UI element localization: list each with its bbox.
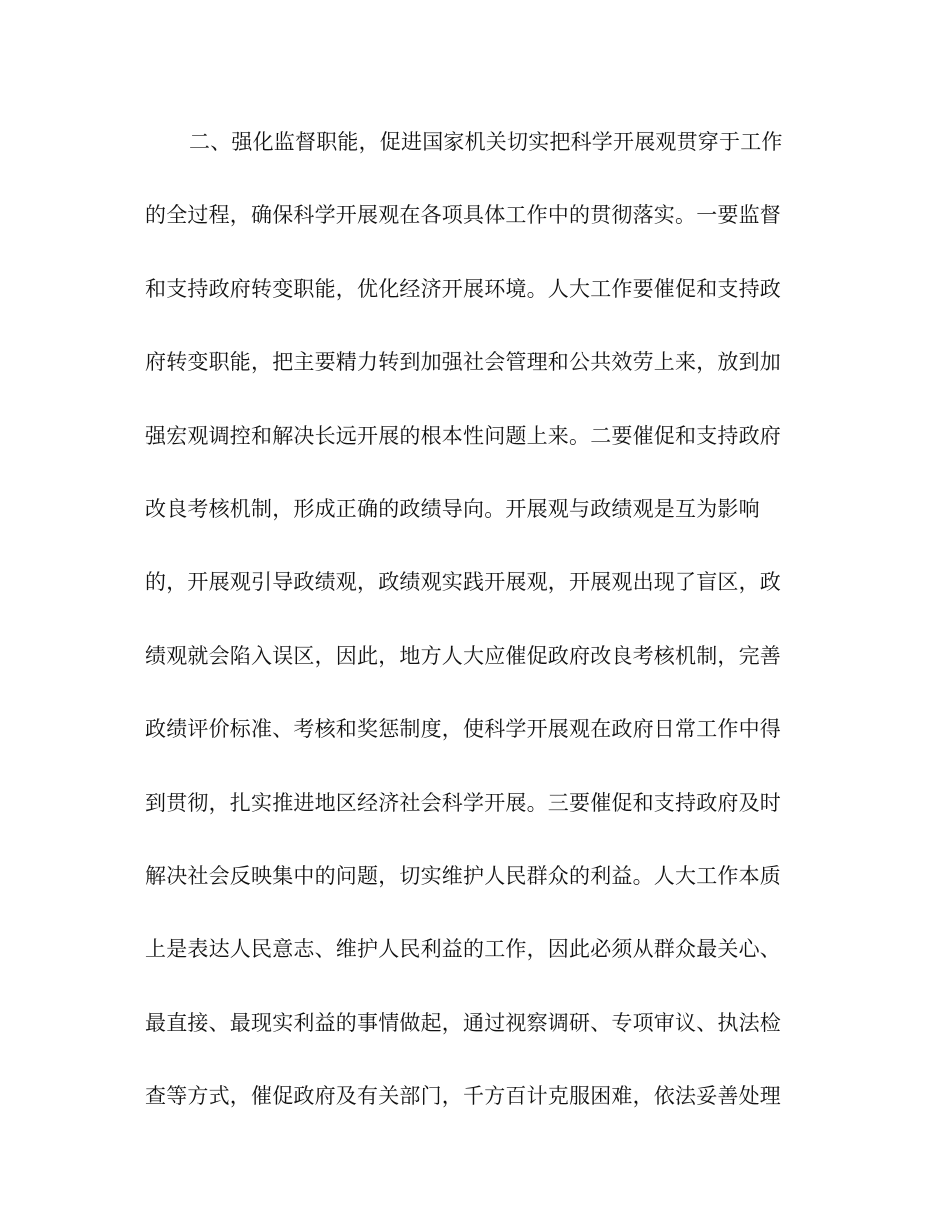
text-line: 查等方式，催促政府及有关部门，千方百计克服困难，依法妥善处理 xyxy=(145,1084,781,1109)
text-line: 绩观就会陷入误区，因此，地方人大应催促政府改良考核机制，完善 xyxy=(145,643,781,668)
text-line: 到贯彻，扎实推进地区经济社会科学开展。三要催促和支持政府及时 xyxy=(145,790,781,815)
body-paragraph xyxy=(145,124,805,1151)
text-line: 二、强化监督职能，促进国家机关切实把科学开展观贯穿于工作 xyxy=(189,130,783,154)
text-line: 最直接、最现实利益的事情做起，通过视察调研、专项审议、执法检 xyxy=(145,1010,781,1035)
text-line: 上是表达人民意志、维护人民利益的工作，因此必须从群众最关心、 xyxy=(145,937,781,962)
text-line: 的全过程，确保科学开展观在各项具体工作中的贯彻落实。一要监督 xyxy=(145,203,781,228)
text-line: 解决社会反映集中的问题，切实维护人民群众的利益。人大工作本质 xyxy=(145,863,781,888)
text-line: 府转变职能，把主要精力转到加强社会管理和公共效劳上来，放到加 xyxy=(145,350,781,375)
text-line: 强宏观调控和解决长远开展的根本性问题上来。二要催促和支持政府 xyxy=(145,423,781,448)
text-line: 政绩评价标准、考核和奖惩制度，使科学开展观在政府日常工作中得 xyxy=(145,717,781,742)
text-line: 改良考核机制，形成正确的政绩导向。开展观与政绩观是互为影响 xyxy=(145,496,760,521)
text-line: 和支持政府转变职能，优化经济开展环境。人大工作要催促和支持政 xyxy=(145,276,781,301)
text-line: 的，开展观引导政绩观，政绩观实践开展观，开展观出现了盲区，政 xyxy=(145,570,781,595)
